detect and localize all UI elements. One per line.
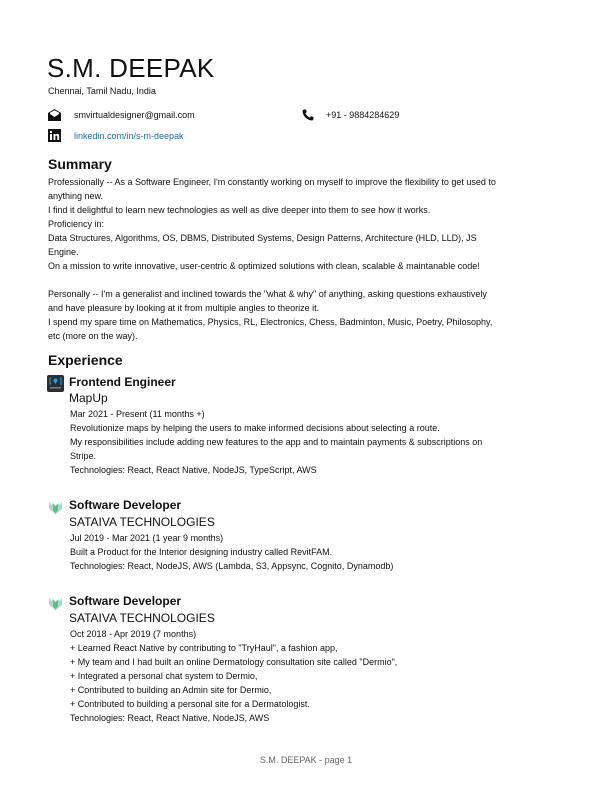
envelope-open-icon: [48, 109, 61, 121]
summary-line: Personally -- I'm a generalist and inclined towards the "what & why" of anything, asking questions exhaustively: [48, 289, 487, 299]
location: Chennai, Tamil Nadu, India: [48, 86, 156, 96]
summary-line: Data Structures, Algorithms, OS, DBMS, Distributed Systems, Design Patterns, Architecture (HLD, LLD), JS: [48, 233, 477, 243]
summary-line: Professionally -- As a Software Engineer, I'm constantly working on myself to improve the flexibility to get used to: [48, 177, 496, 187]
company-name: SATAIVA TECHNOLOGIES: [69, 611, 215, 625]
job-title: Frontend Engineer: [69, 375, 176, 389]
job-line: Technologies: React, React Native, NodeJS, TypeScript, AWS: [70, 465, 317, 475]
summary-line: I spend my spare time on Mathematics, Physics, RL, Electronics, Chess, Badminton, Music, Poetry, Philosophy,: [48, 317, 493, 327]
experience-heading: Experience: [48, 352, 123, 368]
sataiva-logo-icon: [48, 596, 63, 611]
job-line: + Integrated a personal chat system to Dermio,: [70, 671, 258, 681]
linkedin-link[interactable]: linkedin.com/in/s-m-deepak: [74, 131, 184, 141]
company-name: MapUp: [69, 391, 108, 405]
summary-line: I find it delightful to learn new technologies as well as dive deeper into them to see how it works.: [48, 205, 431, 215]
summary-line: Engine.: [48, 247, 79, 257]
job-line: + Learned React Native by contributing to "TryHaul", a fashion app,: [70, 643, 338, 653]
job-line: + My team and I had built an online Dermatology consultation site called "Dermio",: [70, 657, 398, 667]
job-line: Technologies: React, React Native, NodeJS, AWS: [70, 713, 270, 723]
phone-icon: [302, 109, 314, 121]
summary-line: anything new.: [48, 191, 104, 201]
sataiva-logo-icon: [48, 500, 63, 515]
job-line: Built a Product for the Interior designing industry called RevitFAM.: [70, 547, 333, 557]
job-line: My responsibilities include adding new features to the app and to maintain payments & subscriptions on: [70, 437, 483, 447]
email[interactable]: smvirtualdesigner@gmail.com: [74, 110, 195, 120]
job-line: Stripe.: [70, 451, 97, 461]
candidate-name: S.M. DEEPAK: [47, 53, 215, 83]
job-line: + Contributed to building an Admin site for Dermio,: [70, 685, 272, 695]
linkedin-icon: [48, 129, 61, 142]
company-name: SATAIVA TECHNOLOGIES: [69, 515, 215, 529]
job-line: Revolutionize maps by helping the users to make informed decisions about selecting a route.: [70, 423, 440, 433]
job-line: + Contributed to building a personal site for a Dermatologist.: [70, 699, 310, 709]
page-footer: S.M. DEEPAK - page 1: [259, 755, 353, 765]
job-dates: Oct 2018 - Apr 2019 (7 months): [70, 629, 197, 639]
job-line: Technologies: React, NodeJS, AWS (Lambda, S3, Appsync, Cognito, Dynamodb): [70, 561, 394, 571]
summary-line: On a mission to write innovative, user-centric & optimized solutions with clean, scalable & maintanable code!: [48, 261, 480, 271]
job-title: Software Developer: [69, 498, 182, 512]
summary-line: Proficiency in:: [48, 219, 105, 229]
mapup-logo-icon: [47, 375, 64, 392]
job-dates: Mar 2021 - Present (11 months +): [70, 409, 205, 419]
summary-heading: Summary: [48, 156, 112, 172]
job-dates: Jul 2019 - Mar 2021 (1 year 9 months): [70, 533, 224, 543]
summary-line: and have pleasure by looking at it from multiple angles to theorize it.: [48, 303, 320, 313]
summary-line: etc (more on the way).: [48, 331, 138, 341]
job-title: Software Developer: [69, 594, 182, 608]
phone[interactable]: +91 - 9884284629: [326, 110, 400, 120]
